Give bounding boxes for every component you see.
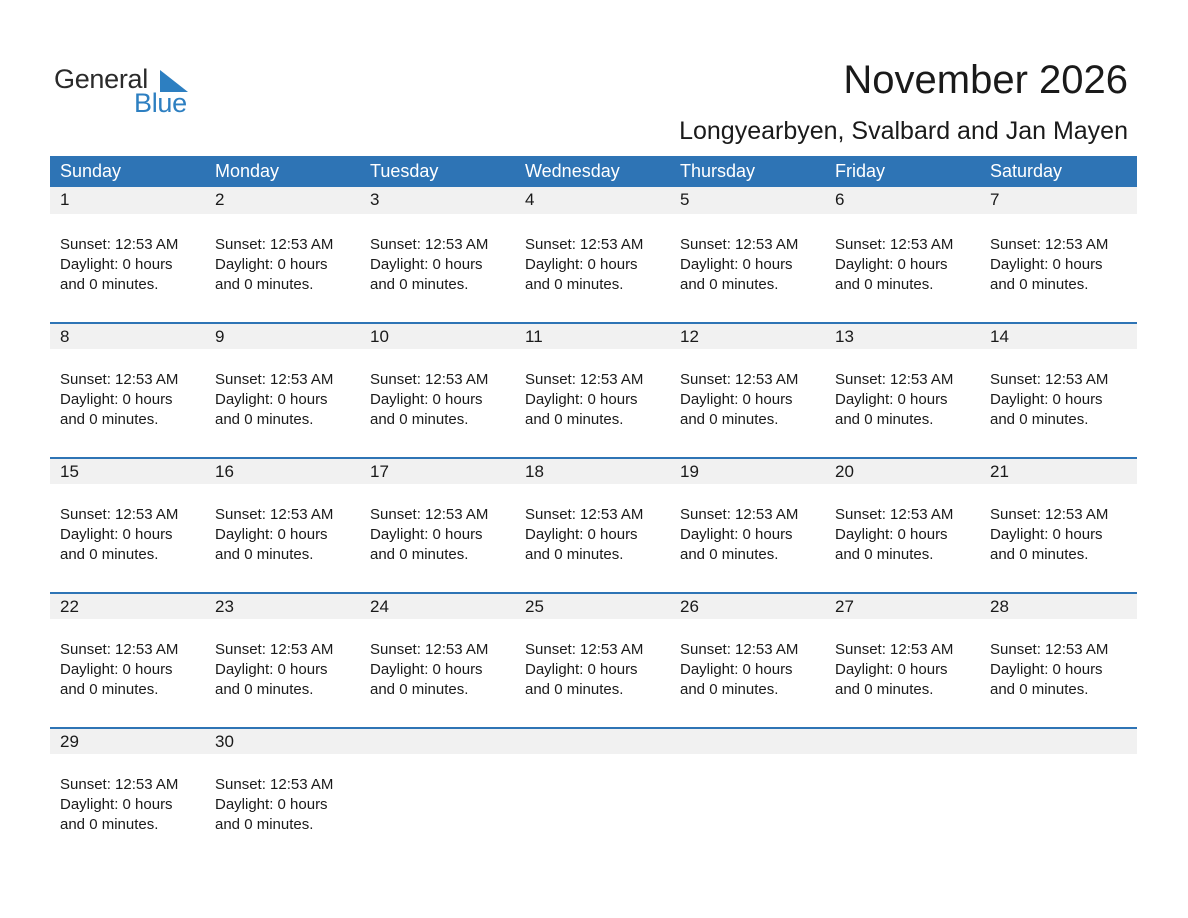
day-daylight-text: Daylight: 0 hours [60, 661, 173, 678]
day-info [980, 235, 1137, 295]
day-details-row [50, 349, 1137, 430]
day-daylight-text: Daylight: 0 hours [215, 256, 328, 273]
day-number: 10 [370, 327, 389, 346]
weekday-monday: Monday [215, 161, 280, 181]
day-minutes-text: and 0 minutes. [680, 546, 779, 563]
day-daylight-text: Daylight: 0 hours [680, 661, 793, 678]
day-details-row [50, 214, 1137, 295]
day-number [825, 729, 980, 754]
day-minutes-text: and 0 minutes. [370, 276, 469, 293]
day-number: 24 [370, 597, 389, 616]
day-daylight-text: Daylight: 0 hours [215, 526, 328, 543]
day-info [980, 775, 1137, 835]
day-number: 12 [680, 327, 699, 346]
day-sunset-text: Sunset: 12:53 AM [525, 236, 644, 253]
day-daylight-text: Daylight: 0 hours [990, 526, 1103, 543]
day-number-row [50, 322, 1137, 349]
day-info [825, 505, 980, 565]
day-sunset-text: Sunset: 12:53 AM [370, 506, 489, 523]
day-number: 15 [60, 462, 79, 481]
day-number: 4 [525, 190, 535, 209]
day-sunset-text: Sunset: 12:53 AM [680, 641, 799, 658]
day-sunset-text: Sunset: 12:53 AM [370, 236, 489, 253]
logo-text-blue: Blue [134, 88, 187, 118]
weekday-friday: Friday [835, 161, 886, 181]
day-minutes-text: and 0 minutes. [215, 681, 314, 698]
day-sunset-text: Sunset: 12:53 AM [835, 641, 954, 658]
day-daylight-text: Daylight: 0 hours [60, 256, 173, 273]
day-daylight-text: Daylight: 0 hours [990, 661, 1103, 678]
day-sunset-text: Sunset: 12:53 AM [60, 641, 179, 658]
day-info [825, 370, 980, 430]
day-number: 29 [60, 732, 79, 751]
day-number: 16 [215, 462, 234, 481]
day-sunset-text: Sunset: 12:53 AM [990, 236, 1109, 253]
weekday-tuesday: Tuesday [370, 161, 439, 181]
day-minutes-text: and 0 minutes. [525, 276, 624, 293]
day-number: 23 [215, 597, 234, 616]
day-minutes-text: and 0 minutes. [525, 411, 624, 428]
day-number: 14 [990, 327, 1009, 346]
week-row [50, 187, 1137, 322]
day-info [515, 370, 670, 430]
day-number [515, 729, 670, 754]
day-number: 25 [525, 597, 544, 616]
day-number: 3 [370, 190, 380, 209]
day-number-row [50, 187, 1137, 214]
day-number: 26 [680, 597, 699, 616]
day-minutes-text: and 0 minutes. [370, 411, 469, 428]
day-info [980, 640, 1137, 700]
day-info [50, 235, 205, 295]
day-info [360, 235, 515, 295]
day-sunset-text: Sunset: 12:53 AM [215, 641, 334, 658]
day-minutes-text: and 0 minutes. [60, 681, 159, 698]
weeks-container [50, 187, 1137, 862]
day-info [670, 640, 825, 700]
day-sunset-text: Sunset: 12:53 AM [215, 236, 334, 253]
day-daylight-text: Daylight: 0 hours [990, 391, 1103, 408]
day-number: 22 [60, 597, 79, 616]
day-number-row [50, 457, 1137, 484]
day-info [515, 775, 670, 835]
day-minutes-text: and 0 minutes. [680, 276, 779, 293]
day-number [360, 729, 515, 754]
day-sunset-text: Sunset: 12:53 AM [990, 371, 1109, 388]
day-sunset-text: Sunset: 12:53 AM [990, 506, 1109, 523]
day-info [670, 235, 825, 295]
logo-text-general: General [54, 64, 148, 94]
day-info [670, 370, 825, 430]
day-info [205, 370, 360, 430]
day-info [515, 640, 670, 700]
day-daylight-text: Daylight: 0 hours [525, 256, 638, 273]
weekday-sunday: Sunday [60, 161, 122, 181]
day-daylight-text: Daylight: 0 hours [835, 256, 948, 273]
day-info [980, 370, 1137, 430]
day-daylight-text: Daylight: 0 hours [60, 526, 173, 543]
day-info [360, 775, 515, 835]
day-minutes-text: and 0 minutes. [835, 276, 934, 293]
day-minutes-text: and 0 minutes. [835, 546, 934, 563]
day-sunset-text: Sunset: 12:53 AM [60, 236, 179, 253]
calendar-grid [50, 156, 1137, 862]
day-minutes-text: and 0 minutes. [60, 816, 159, 833]
day-number: 21 [990, 462, 1009, 481]
day-minutes-text: and 0 minutes. [60, 276, 159, 293]
day-number: 28 [990, 597, 1009, 616]
day-daylight-text: Daylight: 0 hours [525, 391, 638, 408]
day-number: 9 [215, 327, 225, 346]
page-title: November 2026 [843, 58, 1128, 102]
day-minutes-text: and 0 minutes. [525, 546, 624, 563]
day-minutes-text: and 0 minutes. [835, 411, 934, 428]
day-info [50, 505, 205, 565]
day-info [670, 505, 825, 565]
day-sunset-text: Sunset: 12:53 AM [835, 371, 954, 388]
day-minutes-text: and 0 minutes. [60, 411, 159, 428]
day-number: 7 [990, 190, 1000, 209]
day-daylight-text: Daylight: 0 hours [680, 256, 793, 273]
day-info [205, 235, 360, 295]
day-info [670, 775, 825, 835]
day-info [515, 235, 670, 295]
day-info [360, 640, 515, 700]
day-minutes-text: and 0 minutes. [215, 816, 314, 833]
day-minutes-text: and 0 minutes. [990, 681, 1089, 698]
weekday-saturday: Saturday [990, 161, 1063, 181]
weekday-thursday: Thursday [680, 161, 756, 181]
day-number: 13 [835, 327, 854, 346]
week-row [50, 322, 1137, 457]
day-minutes-text: and 0 minutes. [525, 681, 624, 698]
day-info [360, 505, 515, 565]
day-sunset-text: Sunset: 12:53 AM [60, 371, 179, 388]
day-number: 27 [835, 597, 854, 616]
day-info [825, 775, 980, 835]
day-details-row [50, 619, 1137, 700]
day-daylight-text: Daylight: 0 hours [370, 391, 483, 408]
day-number-row [50, 592, 1137, 619]
day-details-row [50, 754, 1137, 835]
day-number: 17 [370, 462, 389, 481]
day-number: 18 [525, 462, 544, 481]
day-number: 20 [835, 462, 854, 481]
day-sunset-text: Sunset: 12:53 AM [680, 236, 799, 253]
day-info [50, 640, 205, 700]
day-sunset-text: Sunset: 12:53 AM [60, 506, 179, 523]
day-daylight-text: Daylight: 0 hours [680, 526, 793, 543]
day-daylight-text: Daylight: 0 hours [990, 256, 1103, 273]
day-daylight-text: Daylight: 0 hours [370, 661, 483, 678]
day-number: 6 [835, 190, 845, 209]
day-info [360, 370, 515, 430]
day-minutes-text: and 0 minutes. [215, 276, 314, 293]
day-sunset-text: Sunset: 12:53 AM [525, 371, 644, 388]
day-minutes-text: and 0 minutes. [680, 681, 779, 698]
day-daylight-text: Daylight: 0 hours [525, 661, 638, 678]
day-sunset-text: Sunset: 12:53 AM [215, 776, 334, 793]
day-sunset-text: Sunset: 12:53 AM [525, 641, 644, 658]
day-info [50, 775, 205, 835]
day-minutes-text: and 0 minutes. [370, 546, 469, 563]
day-info [515, 505, 670, 565]
generalblue-logo [54, 64, 214, 124]
week-row [50, 727, 1137, 862]
day-sunset-text: Sunset: 12:53 AM [215, 506, 334, 523]
day-daylight-text: Daylight: 0 hours [215, 391, 328, 408]
day-minutes-text: and 0 minutes. [990, 276, 1089, 293]
day-minutes-text: and 0 minutes. [60, 546, 159, 563]
day-number [670, 729, 825, 754]
day-daylight-text: Daylight: 0 hours [370, 526, 483, 543]
day-daylight-text: Daylight: 0 hours [835, 391, 948, 408]
day-info [50, 370, 205, 430]
day-sunset-text: Sunset: 12:53 AM [680, 506, 799, 523]
week-row [50, 457, 1137, 592]
day-number: 2 [215, 190, 225, 209]
day-info [980, 505, 1137, 565]
day-number: 19 [680, 462, 699, 481]
day-minutes-text: and 0 minutes. [990, 546, 1089, 563]
day-minutes-text: and 0 minutes. [215, 411, 314, 428]
day-daylight-text: Daylight: 0 hours [215, 796, 328, 813]
day-minutes-text: and 0 minutes. [680, 411, 779, 428]
day-daylight-text: Daylight: 0 hours [680, 391, 793, 408]
day-daylight-text: Daylight: 0 hours [835, 526, 948, 543]
day-daylight-text: Daylight: 0 hours [525, 526, 638, 543]
day-sunset-text: Sunset: 12:53 AM [60, 776, 179, 793]
day-sunset-text: Sunset: 12:53 AM [525, 506, 644, 523]
day-info [825, 235, 980, 295]
day-daylight-text: Daylight: 0 hours [370, 256, 483, 273]
day-daylight-text: Daylight: 0 hours [835, 661, 948, 678]
week-row [50, 592, 1137, 727]
day-sunset-text: Sunset: 12:53 AM [835, 236, 954, 253]
day-number: 11 [525, 327, 543, 346]
day-info [205, 640, 360, 700]
day-sunset-text: Sunset: 12:53 AM [370, 641, 489, 658]
day-sunset-text: Sunset: 12:53 AM [370, 371, 489, 388]
day-number-row [50, 727, 1137, 754]
day-info [205, 775, 360, 835]
day-minutes-text: and 0 minutes. [990, 411, 1089, 428]
day-number: 8 [60, 327, 70, 346]
day-sunset-text: Sunset: 12:53 AM [680, 371, 799, 388]
day-daylight-text: Daylight: 0 hours [215, 661, 328, 678]
day-sunset-text: Sunset: 12:53 AM [835, 506, 954, 523]
day-number: 5 [680, 190, 690, 209]
day-daylight-text: Daylight: 0 hours [60, 796, 173, 813]
day-sunset-text: Sunset: 12:53 AM [990, 641, 1109, 658]
weekday-wednesday: Wednesday [525, 161, 620, 181]
day-minutes-text: and 0 minutes. [370, 681, 469, 698]
day-number: 1 [60, 190, 70, 209]
weekday-header [50, 156, 1137, 187]
location-subtitle: Longyearbyen, Svalbard and Jan Mayen [679, 117, 1128, 145]
day-number: 30 [215, 732, 234, 751]
day-details-row [50, 484, 1137, 565]
day-minutes-text: and 0 minutes. [835, 681, 934, 698]
day-info [205, 505, 360, 565]
day-daylight-text: Daylight: 0 hours [60, 391, 173, 408]
day-minutes-text: and 0 minutes. [215, 546, 314, 563]
day-info [825, 640, 980, 700]
day-number [980, 729, 1137, 754]
day-sunset-text: Sunset: 12:53 AM [215, 371, 334, 388]
